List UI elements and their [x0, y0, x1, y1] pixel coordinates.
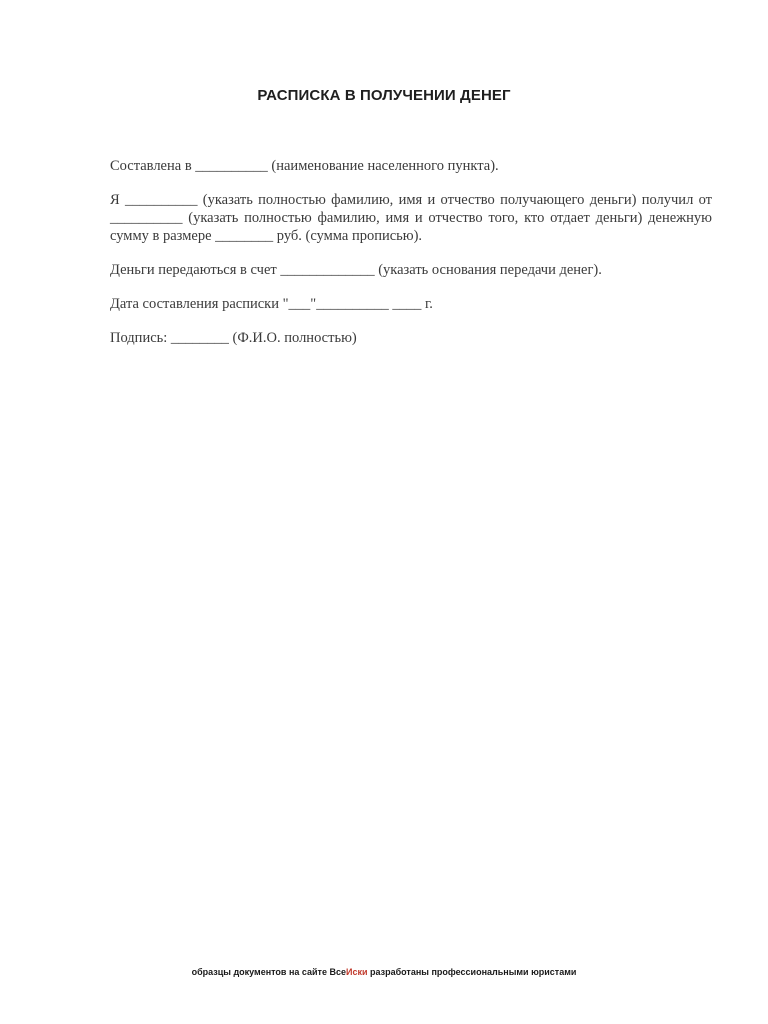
paragraph-receipt-details: Я __________ (указать полностью фамилию, имя и отчество получающего деньги) получил от __________ (указать полностью фамилию, имя и отчество того, кто отдает деньги) денежную сумму в размере ________ руб. (сумма прописью).: [110, 192, 712, 244]
paragraph-place: Составлена в __________ (наименование населенного пункта).: [110, 158, 499, 174]
footer-text-before: образцы документов на сайте Все: [191, 967, 346, 977]
document-title: РАСПИСКА В ПОЛУЧЕНИИ ДЕНЕГ: [257, 87, 511, 104]
paragraph-purpose: Деньги передаються в счет _____________ (указать основания передачи денег).: [110, 262, 602, 278]
footer-text-after: разработаны профессиональными юристами: [367, 967, 577, 977]
footer-brand-accent: Иски: [345, 967, 368, 977]
paragraph-signature: Подпись: ________ (Ф.И.О. полностью): [110, 330, 357, 346]
paragraph-date: Дата составления расписки "___"__________ ____ г.: [110, 296, 433, 312]
document-body: [110, 157, 712, 347]
footer-note: [0, 967, 768, 977]
